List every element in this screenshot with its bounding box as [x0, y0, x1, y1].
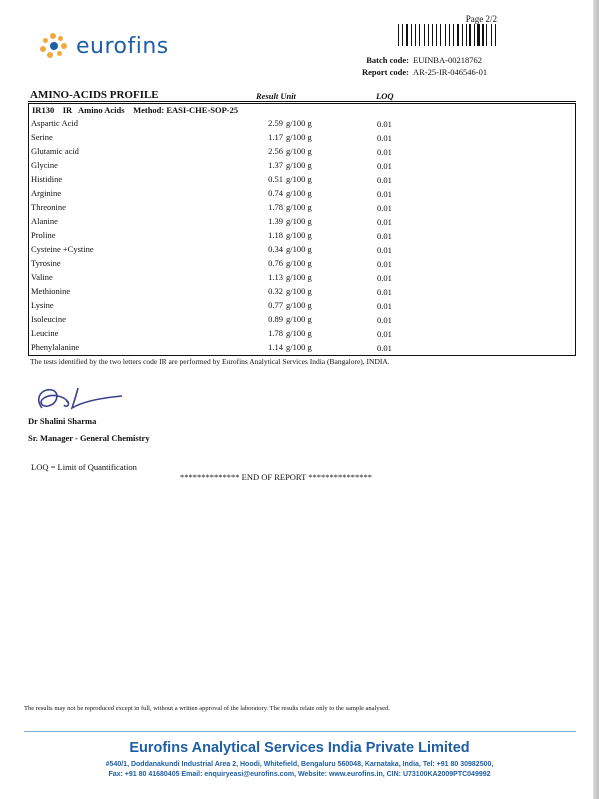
result-unit: g/100 g — [286, 286, 312, 296]
result-value: 1.78 — [268, 202, 283, 212]
amino-acid-name: Valine — [31, 272, 53, 282]
disclaimer: The results may not be reproduced except in full, without a written approval of the laboratory. The results relate only to the sample analysed. — [24, 705, 390, 712]
loq-value: 0.01 — [377, 245, 392, 255]
amino-acid-name: Lysine — [31, 300, 54, 310]
table-row — [29, 298, 575, 312]
batch-code-value: EUINBA-00218762 — [413, 55, 482, 65]
amino-acid-table — [28, 103, 576, 356]
result-unit: g/100 g — [286, 202, 312, 212]
result-value: 0.32 — [268, 286, 283, 296]
loq-value: 0.01 — [377, 217, 392, 227]
column-header-result-unit: Result Unit — [256, 91, 296, 101]
result-value: 0.34 — [268, 244, 283, 254]
loq-value: 0.01 — [377, 301, 392, 311]
amino-acid-name: Glycine — [31, 160, 58, 170]
result-value: 1.17 — [268, 132, 283, 142]
result-unit: g/100 g — [286, 132, 312, 142]
loq-value: 0.01 — [377, 175, 392, 185]
report-codes — [352, 54, 487, 78]
end-of-report: ************** END OF REPORT *************** — [180, 472, 373, 482]
result-value: 0.89 — [268, 314, 283, 324]
method-line: IR130 IR Amino Acids Method: EASI-CHE-SOP-25 — [32, 105, 239, 115]
batch-code-label: Batch code: — [366, 55, 409, 65]
section-title: AMINO-ACIDS PROFILE — [30, 89, 159, 101]
result-unit: g/100 g — [286, 342, 312, 352]
result-value: 1.78 — [268, 328, 283, 338]
amino-acid-name: Alanine — [31, 216, 58, 226]
result-value: 1.39 — [268, 216, 283, 226]
amino-acid-name: Proline — [31, 230, 56, 240]
result-value: 1.13 — [268, 272, 283, 282]
table-row — [29, 130, 575, 144]
result-value: 1.18 — [268, 230, 283, 240]
company-name: Eurofins Analytical Services India Private Limited — [129, 740, 470, 756]
table-row — [29, 326, 575, 340]
loq-value: 0.01 — [377, 343, 392, 353]
amino-acid-name: Phenylalanine — [31, 342, 80, 352]
table-row — [29, 256, 575, 270]
signature-image — [30, 378, 126, 421]
table-row — [29, 284, 575, 298]
loq-definition: LOQ = Limit of Quantification — [31, 462, 137, 472]
amino-acid-name: Threonine — [31, 202, 66, 212]
report-code-label: Report code: — [362, 67, 409, 77]
amino-acid-name: Isoleucine — [31, 314, 66, 324]
loq-value: 0.01 — [377, 273, 392, 283]
lab-note: The tests identified by the two letters code IR are performed by Eurofins Analytical Services India (Bangalore), INDIA. — [30, 357, 390, 366]
page-number: Page 2/2 — [465, 14, 497, 24]
result-value: 0.76 — [268, 258, 283, 268]
loq-value: 0.01 — [377, 189, 392, 199]
signatory-role: Sr. Manager - General Chemistry — [28, 433, 150, 443]
page-edge — [593, 0, 599, 799]
result-unit: g/100 g — [286, 230, 312, 240]
table-row — [29, 116, 575, 130]
loq-value: 0.01 — [377, 161, 392, 171]
result-unit: g/100 g — [286, 244, 312, 254]
report-code-value: AR-25-IR-046546-01 — [413, 67, 488, 77]
result-unit: g/100 g — [286, 300, 312, 310]
table-row — [29, 172, 575, 186]
table-row — [29, 186, 575, 200]
barcode — [398, 24, 498, 46]
loq-value: 0.01 — [377, 315, 392, 325]
result-unit: g/100 g — [286, 272, 312, 282]
loq-value: 0.01 — [377, 329, 392, 339]
result-value: 2.56 — [268, 146, 283, 156]
table-row — [29, 242, 575, 256]
loq-value: 0.01 — [377, 287, 392, 297]
amino-acid-name: Leucine — [31, 328, 59, 338]
result-value: 0.74 — [268, 188, 283, 198]
result-unit: g/100 g — [286, 174, 312, 184]
result-unit: g/100 g — [286, 160, 312, 170]
loq-value: 0.01 — [377, 203, 392, 213]
result-unit: g/100 g — [286, 188, 312, 198]
table-row — [29, 214, 575, 228]
footer-rule — [24, 731, 576, 732]
amino-acid-name: Methionine — [31, 286, 71, 296]
column-header-loq: LOQ — [376, 91, 394, 101]
result-value: 1.37 — [268, 160, 283, 170]
amino-acid-name: Arginine — [31, 188, 62, 198]
table-row — [29, 158, 575, 172]
amino-acid-name: Cysteine +Cystine — [31, 244, 94, 254]
amino-acid-name: Histidine — [31, 174, 63, 184]
table-row — [29, 270, 575, 284]
result-unit: g/100 g — [286, 328, 312, 338]
amino-acid-name: Tyrosine — [31, 258, 61, 268]
result-unit: g/100 g — [286, 118, 312, 128]
loq-value: 0.01 — [377, 147, 392, 157]
table-row — [29, 200, 575, 214]
signatory-name: Dr Shalini Sharma — [28, 416, 97, 426]
table-row — [29, 312, 575, 326]
table-row — [29, 144, 575, 158]
logo-dots-icon — [40, 33, 70, 59]
table-row — [29, 340, 575, 354]
result-unit: g/100 g — [286, 216, 312, 226]
header-rule — [28, 101, 576, 102]
result-unit: g/100 g — [286, 314, 312, 324]
amino-acid-name: Glutamic acid — [31, 146, 79, 156]
address-line-2: Fax: +91 80 41680405 Email: enquiryeasi@eurofins.com, Website: www.eurofins.in, CIN: U73100KA2009PTC049992 — [108, 771, 491, 778]
result-unit: g/100 g — [286, 146, 312, 156]
loq-value: 0.01 — [377, 259, 392, 269]
amino-acid-name: Aspartic Acid — [31, 118, 78, 128]
result-value: 0.77 — [268, 300, 283, 310]
result-value: 2.59 — [268, 118, 283, 128]
loq-value: 0.01 — [377, 119, 392, 129]
logo-wordmark: eurofins — [76, 33, 169, 59]
table-row — [29, 228, 575, 242]
result-value: 1.14 — [268, 342, 283, 352]
loq-value: 0.01 — [377, 231, 392, 241]
loq-value: 0.01 — [377, 133, 392, 143]
result-value: 0.51 — [268, 174, 283, 184]
amino-acid-name: Serine — [31, 132, 53, 142]
result-unit: g/100 g — [286, 258, 312, 268]
address-line-1: #540/1, Doddanakundi Industrial Area 2, Hoodi, Whitefield, Bengaluru 560048, Karnataka, India, Tel: +91 80 30982500, — [105, 761, 494, 768]
eurofins-logo — [40, 33, 169, 59]
